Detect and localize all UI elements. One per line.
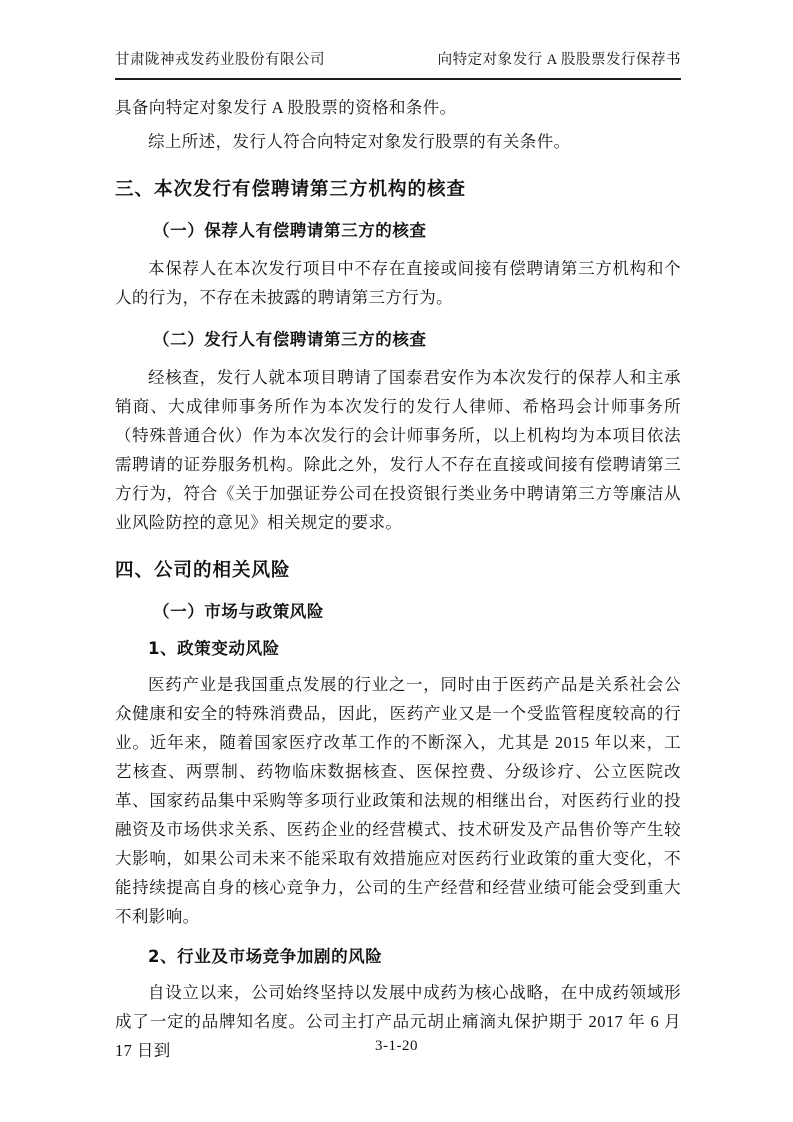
body-paragraph-continuation: 具备向特定对象发行 A 股股票的资格和条件。 (115, 98, 457, 117)
subsubsection-heading-1: 1、政策变动风险 (148, 639, 280, 658)
page-footer (0, 1036, 793, 1056)
subsection-heading-3-2: （二）发行人有偿聘请第三方的核查 (153, 330, 427, 349)
body-paragraph: 综上所述，发行人符合向特定对象发行股票的有关条件。 (148, 132, 571, 151)
subsection-heading-3-1: （一）保荐人有偿聘请第三方的核查 (153, 221, 427, 240)
body-paragraph: 医药产业是我国重点发展的行业之一，同时由于医药产品是关系社会公众健康和安全的特殊消费品，因此，医药产业又是一个受监管程度较高的行业。近年来，随着国家医疗改革工作的不断深入，尤其是 2015 年以来，工艺核查、两票制、药物临床数据核查、医保控费、分级诊疗、公立医院改革、国家药品集中采购等多项行业政策和法规的相继出台，对医药行业的投融资及市场供求关系、医药企业的经营模式、技术研发及产品售价等产生较大影响，如果公司未来不能采取有效措施应对医药行业政策的重大变化，不能持续提高自身的核心竞争力，公司的生产经营和经营业绩可能会受到重大不利影响。 (115, 675, 681, 926)
header-company-name: 甘肃陇神戎发药业股份有限公司 (115, 52, 325, 68)
page-number: 3-1-20 (375, 1038, 418, 1054)
page-header (115, 50, 681, 80)
body-paragraph: 经核查，发行人就本项目聘请了国泰君安作为本次发行的保荐人和主承销商、大成律师事务所作为本次发行的发行人律师、希格玛会计师事务所（特殊普通合伙）作为本次发行的会计师事务所，以上机构均为本项目依法需聘请的证券服务机构。除此之外，发行人不存在直接或间接有偿聘请第三方行为，符合《关于加强证券公司在投资银行类业务中聘请第三方等廉洁从业风险防控的意见》相关规定的要求。 (115, 368, 681, 532)
body-paragraph: 自设立以来，公司始终坚持以发展中成药为核心战略，在中成药领域形成了一定的品牌知名度。公司主打产品元胡止痛滴丸保护期于 2017 年 6 月 17 日到 (115, 983, 681, 1060)
section-heading-4: 四、公司的相关风险 (115, 560, 291, 581)
subsection-heading-4-1: （一）市场与政策风险 (153, 602, 324, 621)
document-body (115, 93, 681, 1065)
section-heading-3: 三、本次发行有偿聘请第三方机构的核查 (115, 179, 467, 200)
header-document-title: 向特定对象发行 A 股股票发行保荐书 (437, 52, 681, 68)
body-paragraph: 本保荐人在本次发行项目中不存在直接或间接有偿聘请第三方机构和个人的行为，不存在未披露的聘请第三方行为。 (115, 259, 681, 307)
subsubsection-heading-2: 2、行业及市场竞争加剧的风险 (148, 947, 383, 966)
